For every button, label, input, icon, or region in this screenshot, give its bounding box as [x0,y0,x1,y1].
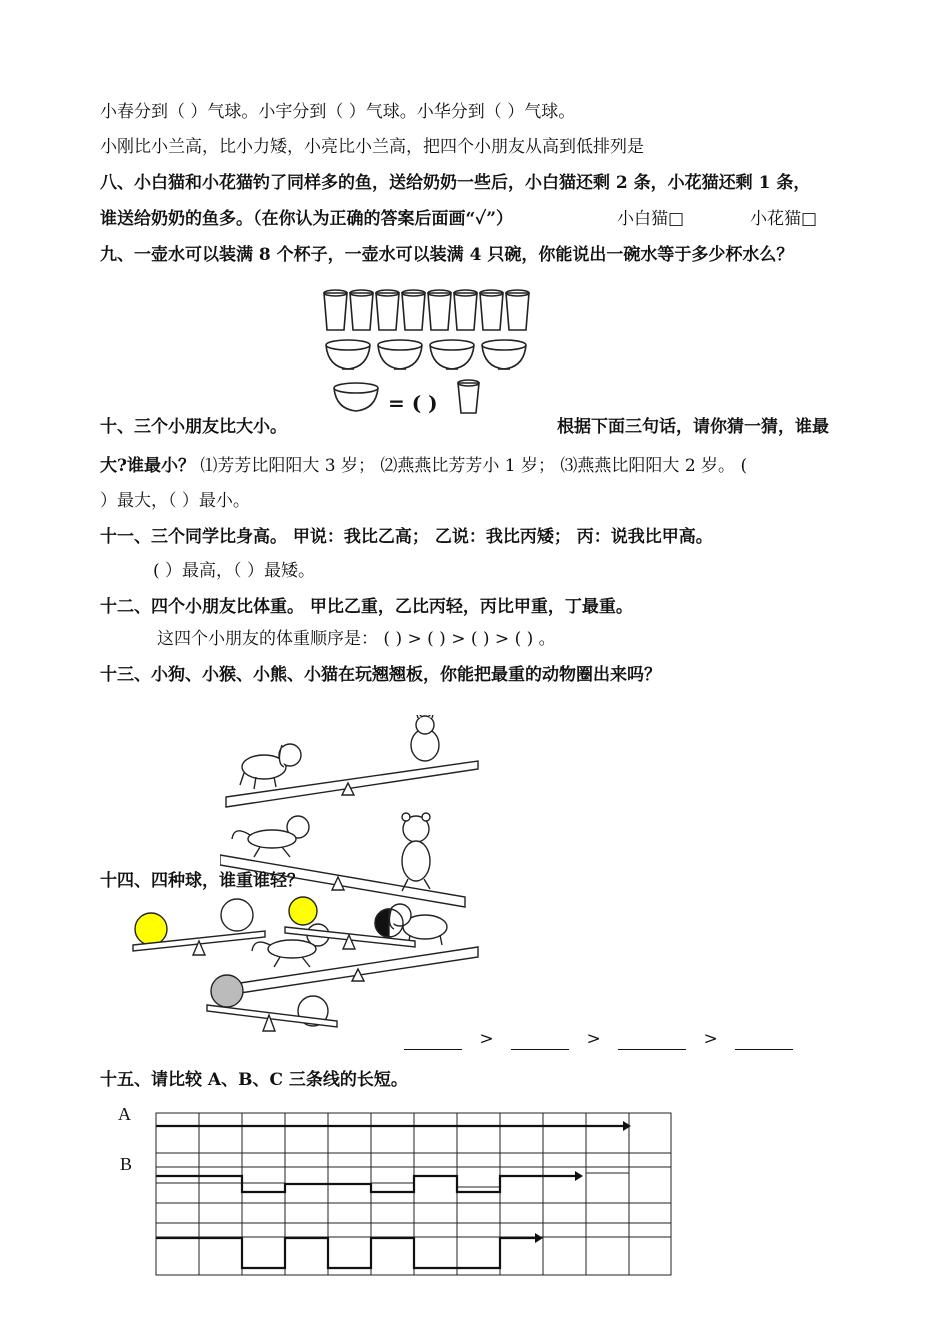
greater-than-3: > [703,1029,718,1049]
cat-icon [411,715,439,761]
q12-answer[interactable]: 这四个小朋友的体重顺序是： ( ) > ( ) > ( ) > ( ) 。 [157,629,556,649]
q11-text: 十一、三个同学比身高。 甲说：我比乙高； 乙说：我比丙矮； 丙：说我比甲高。 [100,527,713,547]
greater-than-2: > [586,1029,601,1049]
white-ball [221,899,253,931]
yellow-ball-2 [289,897,317,925]
q10-clues [100,455,747,477]
bear-icon [402,813,430,891]
q8-text-b: 谁送给奶奶的鱼多。（在你认为正确的答案后面画“✓”） [100,209,514,229]
label-a: A [118,1104,131,1124]
q8-option-white-cat[interactable]: 小白猫□ [617,209,685,229]
answer-blank-4[interactable] [735,1033,793,1050]
arrow-b [575,1171,583,1181]
q15-text: 十五、请比较 A、B、C 三条线的长短。 [100,1070,408,1090]
line-c [156,1238,535,1268]
q14-answer-blanks[interactable] [404,1028,793,1050]
line-b [156,1176,575,1192]
line-height-order: 小刚比小兰高，比小力矮，小亮比小兰高，把四个小朋友从高到低排列是 [100,137,644,157]
line-balloons: 小春分到（ ）气球。小宇分到（ ）气球。小华分到（ ）气球。 [100,102,576,122]
q10-title: 十、三个小朋友比大小。 [100,417,287,437]
dotted-ball [211,975,243,1007]
q10-prompt: 根据下面三句话，请你猜一猜，谁最 [557,417,829,437]
label-b: B [120,1154,133,1174]
answer-blank-2[interactable] [511,1033,569,1050]
q8-option-flower-cat[interactable]: 小花猫□ [750,209,818,229]
q10-answer[interactable]: ）最大，（ ）最小。 [100,491,250,511]
q9-equation[interactable]: = ( ) [388,391,438,415]
q8-text-a: 八、小白猫和小花猫钓了同样多的鱼，送给奶奶一些后，小白猫还剩 2 条，小花猫还剩 1 条， [100,173,811,193]
q10-conditions: ⑴芳芳比阳阳大 3 岁； ⑵燕燕比芳芳小 1 岁； ⑶燕燕比阳阳大 2 岁。 ( [194,456,748,476]
dog-icon [240,744,301,789]
q10-question: 大?谁最小？ [100,456,195,476]
yellow-ball [135,913,167,945]
cups-bowls-illustration [318,285,558,425]
q13-text: 十三、小狗、小猴、小熊、小猫在玩翘翘板，你能把最重的动物圈出来吗？ [100,665,661,685]
greater-than-1: > [479,1029,494,1049]
cups-row [324,290,529,330]
arrow-c [535,1233,543,1243]
answer-blank-3[interactable] [618,1033,686,1050]
q11-answer[interactable]: ( ）最高，（ ）最矮。 [153,561,315,581]
arrow-a [623,1121,631,1131]
q9-text: 九、一壶水可以装满 8 个杯子，一壶水可以装满 4 只碗，你能说出一碗水等于多少杯水么？ [100,245,794,265]
line-comparison-grid [155,1112,675,1282]
answer-blank-1[interactable] [404,1033,462,1050]
monkey-icon [232,816,309,857]
q12-text: 十二、四个小朋友比体重。 甲比乙重，乙比丙轻，丙比甲重，丁最重。 [100,597,633,617]
black-ball [375,909,389,937]
bowls-row [326,340,526,369]
q14-text: 十四、四种球，谁重谁轻？ [100,871,304,891]
